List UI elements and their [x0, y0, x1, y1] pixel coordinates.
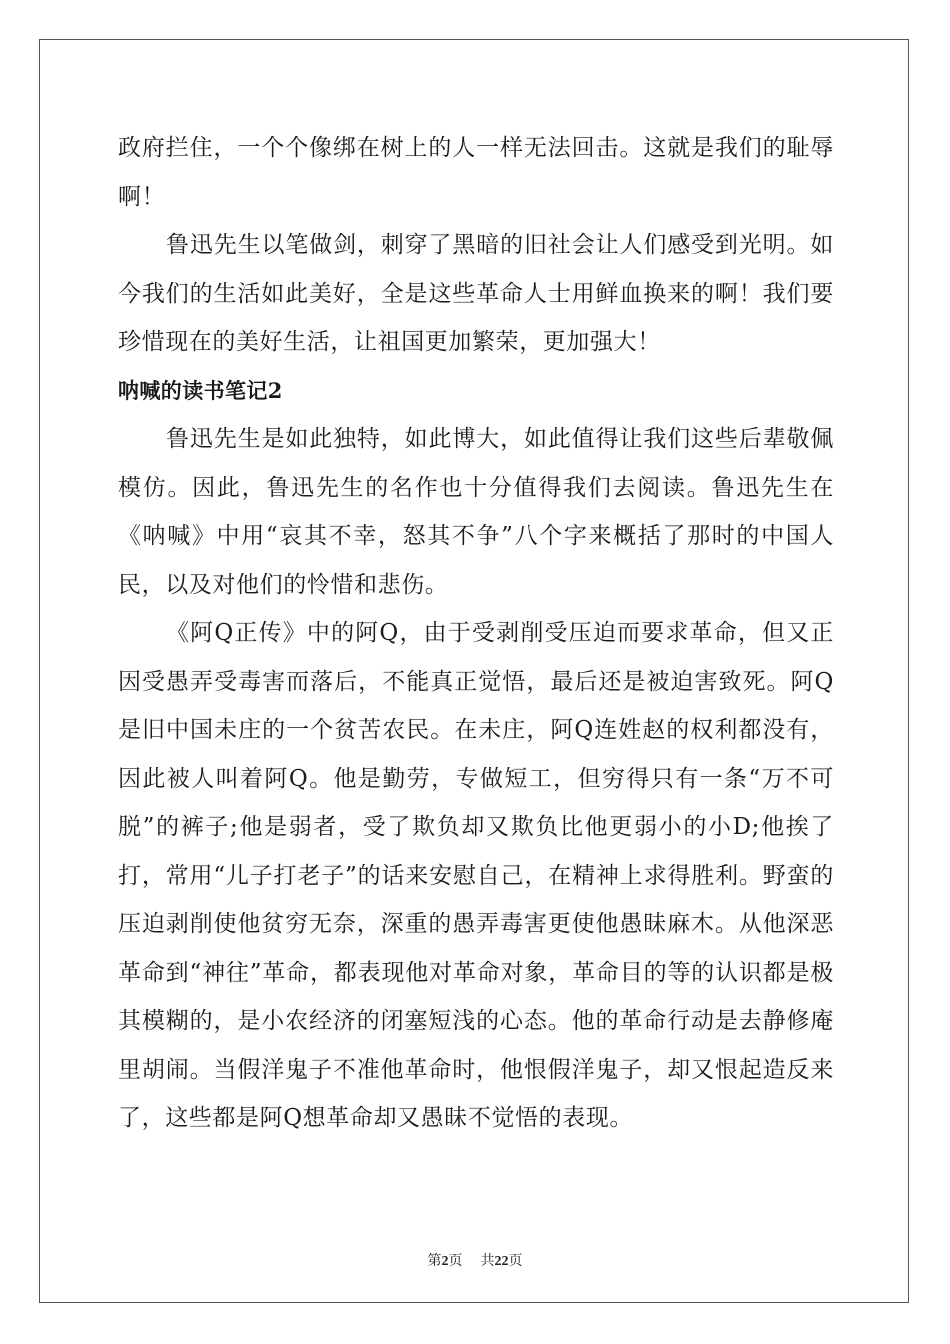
page-total: 22	[494, 1254, 509, 1269]
paragraph: 鲁迅先生以笔做剑，刺穿了黑暗的旧社会让人们感受到光明。如今我们的生活如此美好，全是这些革命人士用鲜血换来的啊！我们要珍惜现在的美好生活，让祖国更加繁荣，更加强大！	[118, 232, 834, 355]
page-footer	[0, 1250, 950, 1270]
page-prefix: 第	[427, 1254, 442, 1269]
total-unit: 页	[508, 1254, 523, 1269]
paragraph: 鲁迅先生是如此独特，如此博大，如此值得让我们这些后辈敬佩模仿。因此，鲁迅先生的名作也十分值得我们去阅读。鲁迅先生在《呐喊》中用“哀其不幸，怒其不争”八个字来概括了那时的中国人民，以及对他们的怜惜和悲伤。	[118, 426, 834, 598]
page-current: 2	[441, 1254, 449, 1269]
document-body	[118, 124, 834, 1143]
page-unit: 页	[448, 1254, 463, 1269]
paragraph-continued: 政府拦住，一个个像绑在树上的人一样无法回击。这就是我们的耻辱啊！	[118, 135, 834, 210]
paragraph: 《阿Q正传》中的阿Q，由于受剥削受压迫而要求革命，但又正因受愚弄受毒害而落后，不能真正觉悟，最后还是被迫害致死。阿Q是旧中国未庄的一个贫苦农民。在未庄，阿Q连姓赵的权利都没有，因此被人叫着阿Q。他是勤劳，专做短工，但穷得只有一条“万不可脱”的裤子;他是弱者，受了欺负却又欺负比他更弱小的小D;他挨了打，常用“儿子打老子”的话来安慰自己，在精神上求得胜利。野蛮的压迫剥削使他贫穷无奈，深重的愚弄毒害更使他愚昧麻木。从他深恶革命到“神往”革命，都表现他对革命对象，革命目的等的认识都是极其模糊的，是小农经济的闭塞短浅的心态。他的革命行动是去静修庵里胡闹。当假洋鬼子不准他革命时，他恨假洋鬼子，却又恨起造反来了，这些都是阿Q想革命却又愚昧不觉悟的表现。	[118, 620, 834, 1131]
section-title: 呐喊的读书笔记2	[118, 377, 283, 403]
total-prefix: 共	[480, 1254, 495, 1269]
